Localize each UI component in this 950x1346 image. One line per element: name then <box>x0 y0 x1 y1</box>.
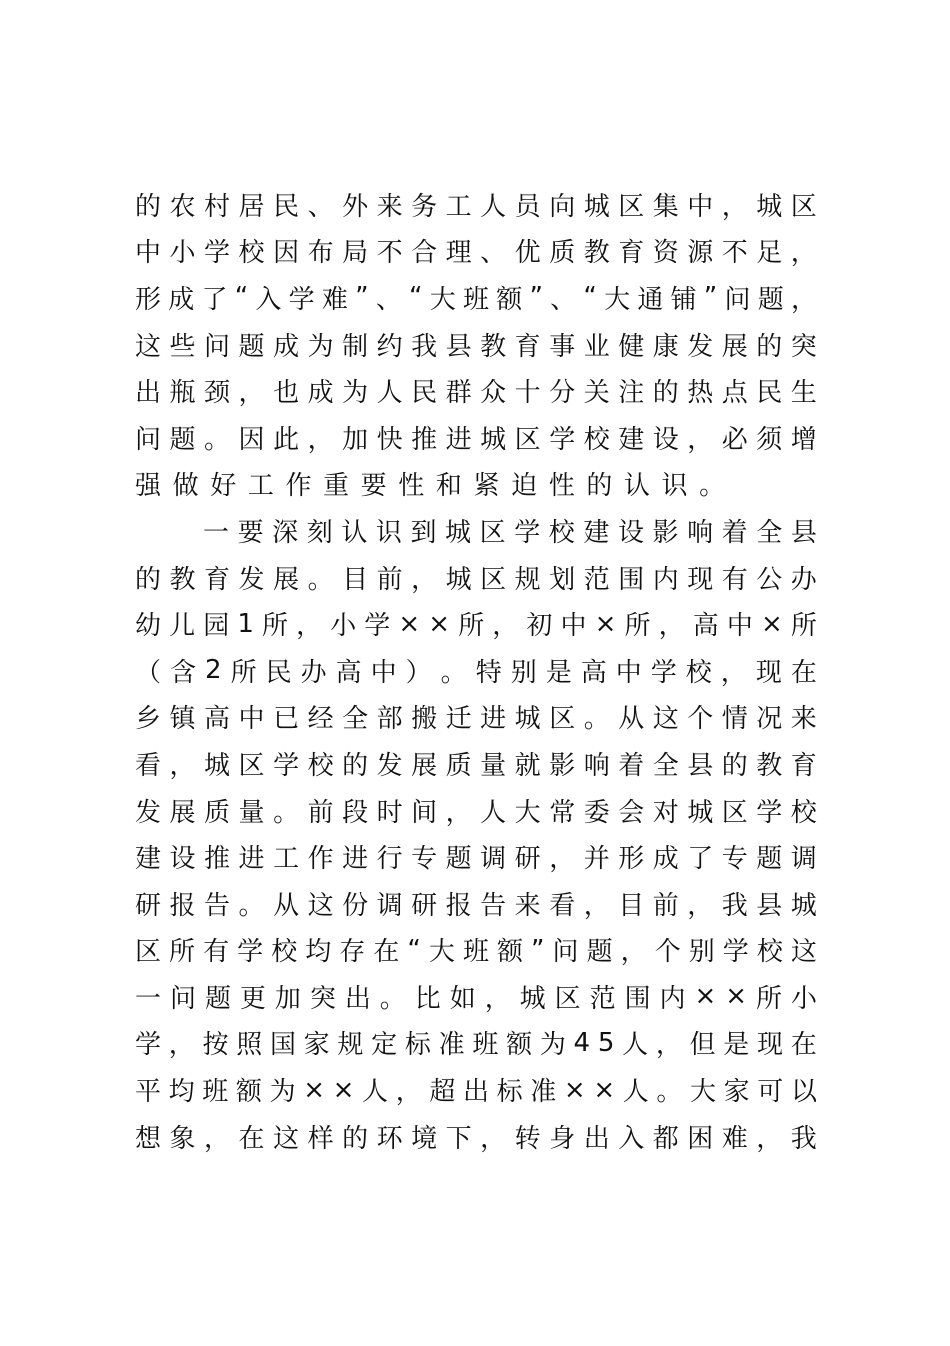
text-line: 看 ， 城 区 学 校 的 发 展 质 量 就 影 响 着 全 县 的 教 育 <box>135 750 817 781</box>
text-line: 建 设 推 进 工 作 进 行 专 题 调 研 ， 并 形 成 了 专 题 调 <box>135 844 817 875</box>
text-line: 形 成 了 “ 入 学 难 ” 、 “ 大 班 额 ” 、 “ 大 通 铺 ” 问 题 ， <box>135 282 817 315</box>
text-line: 的 农 村 居 民 、 外 来 务 工 人 员 向 城 区 集 中 ， 城 区 <box>135 191 817 222</box>
document-body <box>135 181 817 1159</box>
text-line: 研 报 告 。 从 这 份 调 研 报 告 来 看 ， 目 前 ， 我 县 城 <box>135 890 817 921</box>
text-line: 这 些 问 题 成 为 制 约 我 县 教 育 事 业 健 康 发 展 的 突 <box>135 331 817 362</box>
text-line: 一 问 题 更 加 突 出 。 比 如 ， 城 区 范 围 内 × × 所 小 <box>135 981 817 1014</box>
text-line: 发 展 质 量 。 前 段 时 间 ， 人 大 常 委 会 对 城 区 学 校 <box>135 797 817 828</box>
text-line: 问 题 。 因 此 ， 加 快 推 进 城 区 学 校 建 设 ， 必 须 增 <box>135 424 817 455</box>
text-line: 平 均 班 额 为 × × 人 ， 超 出 标 准 × × 人 。 大 家 可 以 <box>135 1074 817 1108</box>
text-line: 的 教 育 发 展 。 目 前 ， 城 区 规 划 范 围 内 现 有 公 办 <box>135 564 817 595</box>
text-line: 想 象 ， 在 这 样 的 环 境 下 ， 转 身 出 入 都 困 难 ， 我 <box>135 1123 817 1154</box>
text-line: 强 做 好 工 作 重 要 性 和 紧 迫 性 的 认 识 。 <box>135 471 726 502</box>
text-line: 出 瓶 颈 ， 也 成 为 人 民 群 众 十 分 关 注 的 热 点 民 生 <box>135 378 817 409</box>
text-line: （ 含 2 所 民 办 高 中 ） 。 特 别 是 高 中 学 校 ， 现 在 <box>135 655 817 688</box>
text-line: 中 小 学 校 因 布 局 不 合 理 、 优 质 教 育 资 源 不 足 ， <box>135 238 817 269</box>
text-line: 幼 儿 园 1 所 ， 小 学 × × 所 ， 初 中 × 所 ， 高 中 × 所 <box>135 608 817 642</box>
text-line: 一 要 深 刻 认 识 到 城 区 学 校 建 设 影 响 着 全 县 <box>203 517 817 548</box>
text-line: 学 ， 按 照 国 家 规 定 标 准 班 额 为 4 5 人 ， 但 是 现 在 <box>135 1027 817 1061</box>
text-line: 乡 镇 高 中 已 经 全 部 搬 迁 进 城 区 。 从 这 个 情 况 来 <box>135 704 817 735</box>
text-line: 区 所 有 学 校 均 存 在 “ 大 班 额 ” 问 题 ， 个 别 学 校 这 <box>135 934 817 968</box>
